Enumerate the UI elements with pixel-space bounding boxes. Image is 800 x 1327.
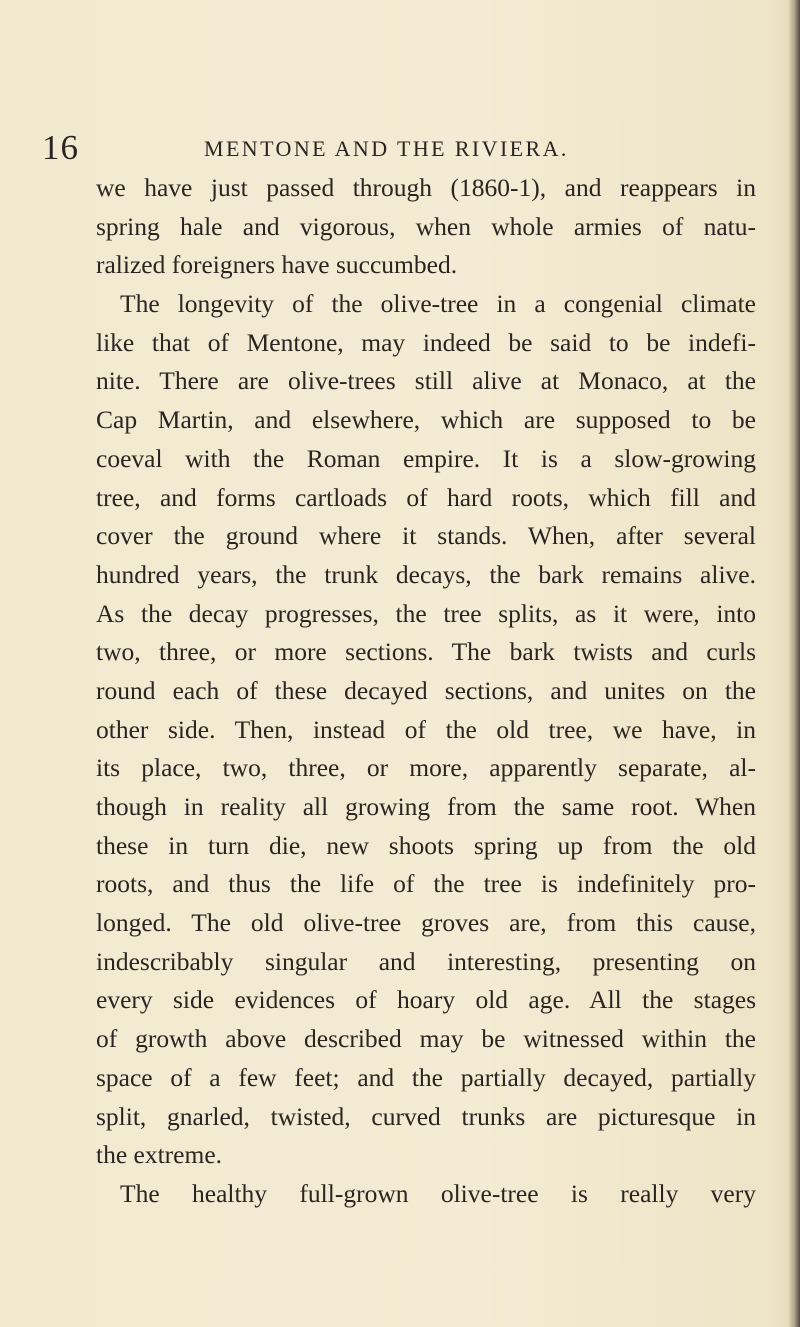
paragraph-start-line: The longevity of the olive-tree in a congenial climate bbox=[120, 289, 756, 319]
text-line: two, three, or more sections. The bark twists and curls bbox=[96, 637, 756, 667]
text-line: space of a few feet; and the partially decayed, partially bbox=[96, 1062, 756, 1092]
text-line: though in reality all growing from the same root. When bbox=[96, 792, 756, 821]
text-line: the extreme. bbox=[96, 1140, 223, 1170]
text-line: tree, and forms cartloads of hard roots, which fill and bbox=[96, 482, 756, 512]
text-line: every side evidences of hoary old age. All the stages bbox=[96, 985, 756, 1015]
text-line: we have just passed through (1860-1), and reappears in bbox=[96, 173, 756, 202]
text-line: its place, two, three, or more, apparently separate, al- bbox=[96, 753, 756, 783]
text-line: split, gnarled, twisted, curved trunks are picturesque in bbox=[96, 1101, 756, 1131]
text-line: ralized foreigners have succumbed. bbox=[96, 250, 458, 280]
paragraph-start-line: The healthy full-grown olive-tree is really very bbox=[120, 1178, 756, 1208]
text-line: spring hale and vigorous, when whole armies of natu- bbox=[96, 211, 756, 241]
running-title: MENTONE AND THE RIVIERA. bbox=[204, 136, 569, 161]
text-line: coeval with the Roman empire. It is a slow-growing bbox=[96, 443, 756, 473]
text-line: round each of these decayed sections, and unites on the bbox=[96, 675, 756, 705]
body-text bbox=[96, 169, 756, 1214]
text-line: nite. There are olive-trees still alive at Monaco, at the bbox=[96, 366, 756, 396]
page-number: 16 bbox=[42, 128, 79, 167]
text-line: longed. The old olive-tree groves are, from this cause, bbox=[96, 908, 756, 938]
text-line: like that of Mentone, may indeed be said to be indefi- bbox=[96, 327, 756, 357]
text-line: As the decay progresses, the tree splits, as it were, into bbox=[96, 598, 756, 628]
text-line: roots, and thus the life of the tree is indefinitely pro- bbox=[96, 869, 756, 899]
text-line: Cap Martin, and elsewhere, which are supposed to be bbox=[96, 405, 756, 435]
text-line: cover the ground where it stands. When, after several bbox=[96, 521, 756, 551]
text-line: hundred years, the trunk decays, the bark remains alive. bbox=[96, 559, 756, 589]
text-line: these in turn die, new shoots spring up from the old bbox=[96, 830, 756, 860]
page-header bbox=[42, 128, 742, 168]
page-edge-shadow bbox=[788, 0, 800, 1327]
text-line: of growth above described may be witnessed within the bbox=[96, 1024, 756, 1054]
text-line: other side. Then, instead of the old tree, we have, in bbox=[96, 714, 756, 744]
text-line: indescribably singular and interesting, presenting on bbox=[96, 946, 756, 976]
